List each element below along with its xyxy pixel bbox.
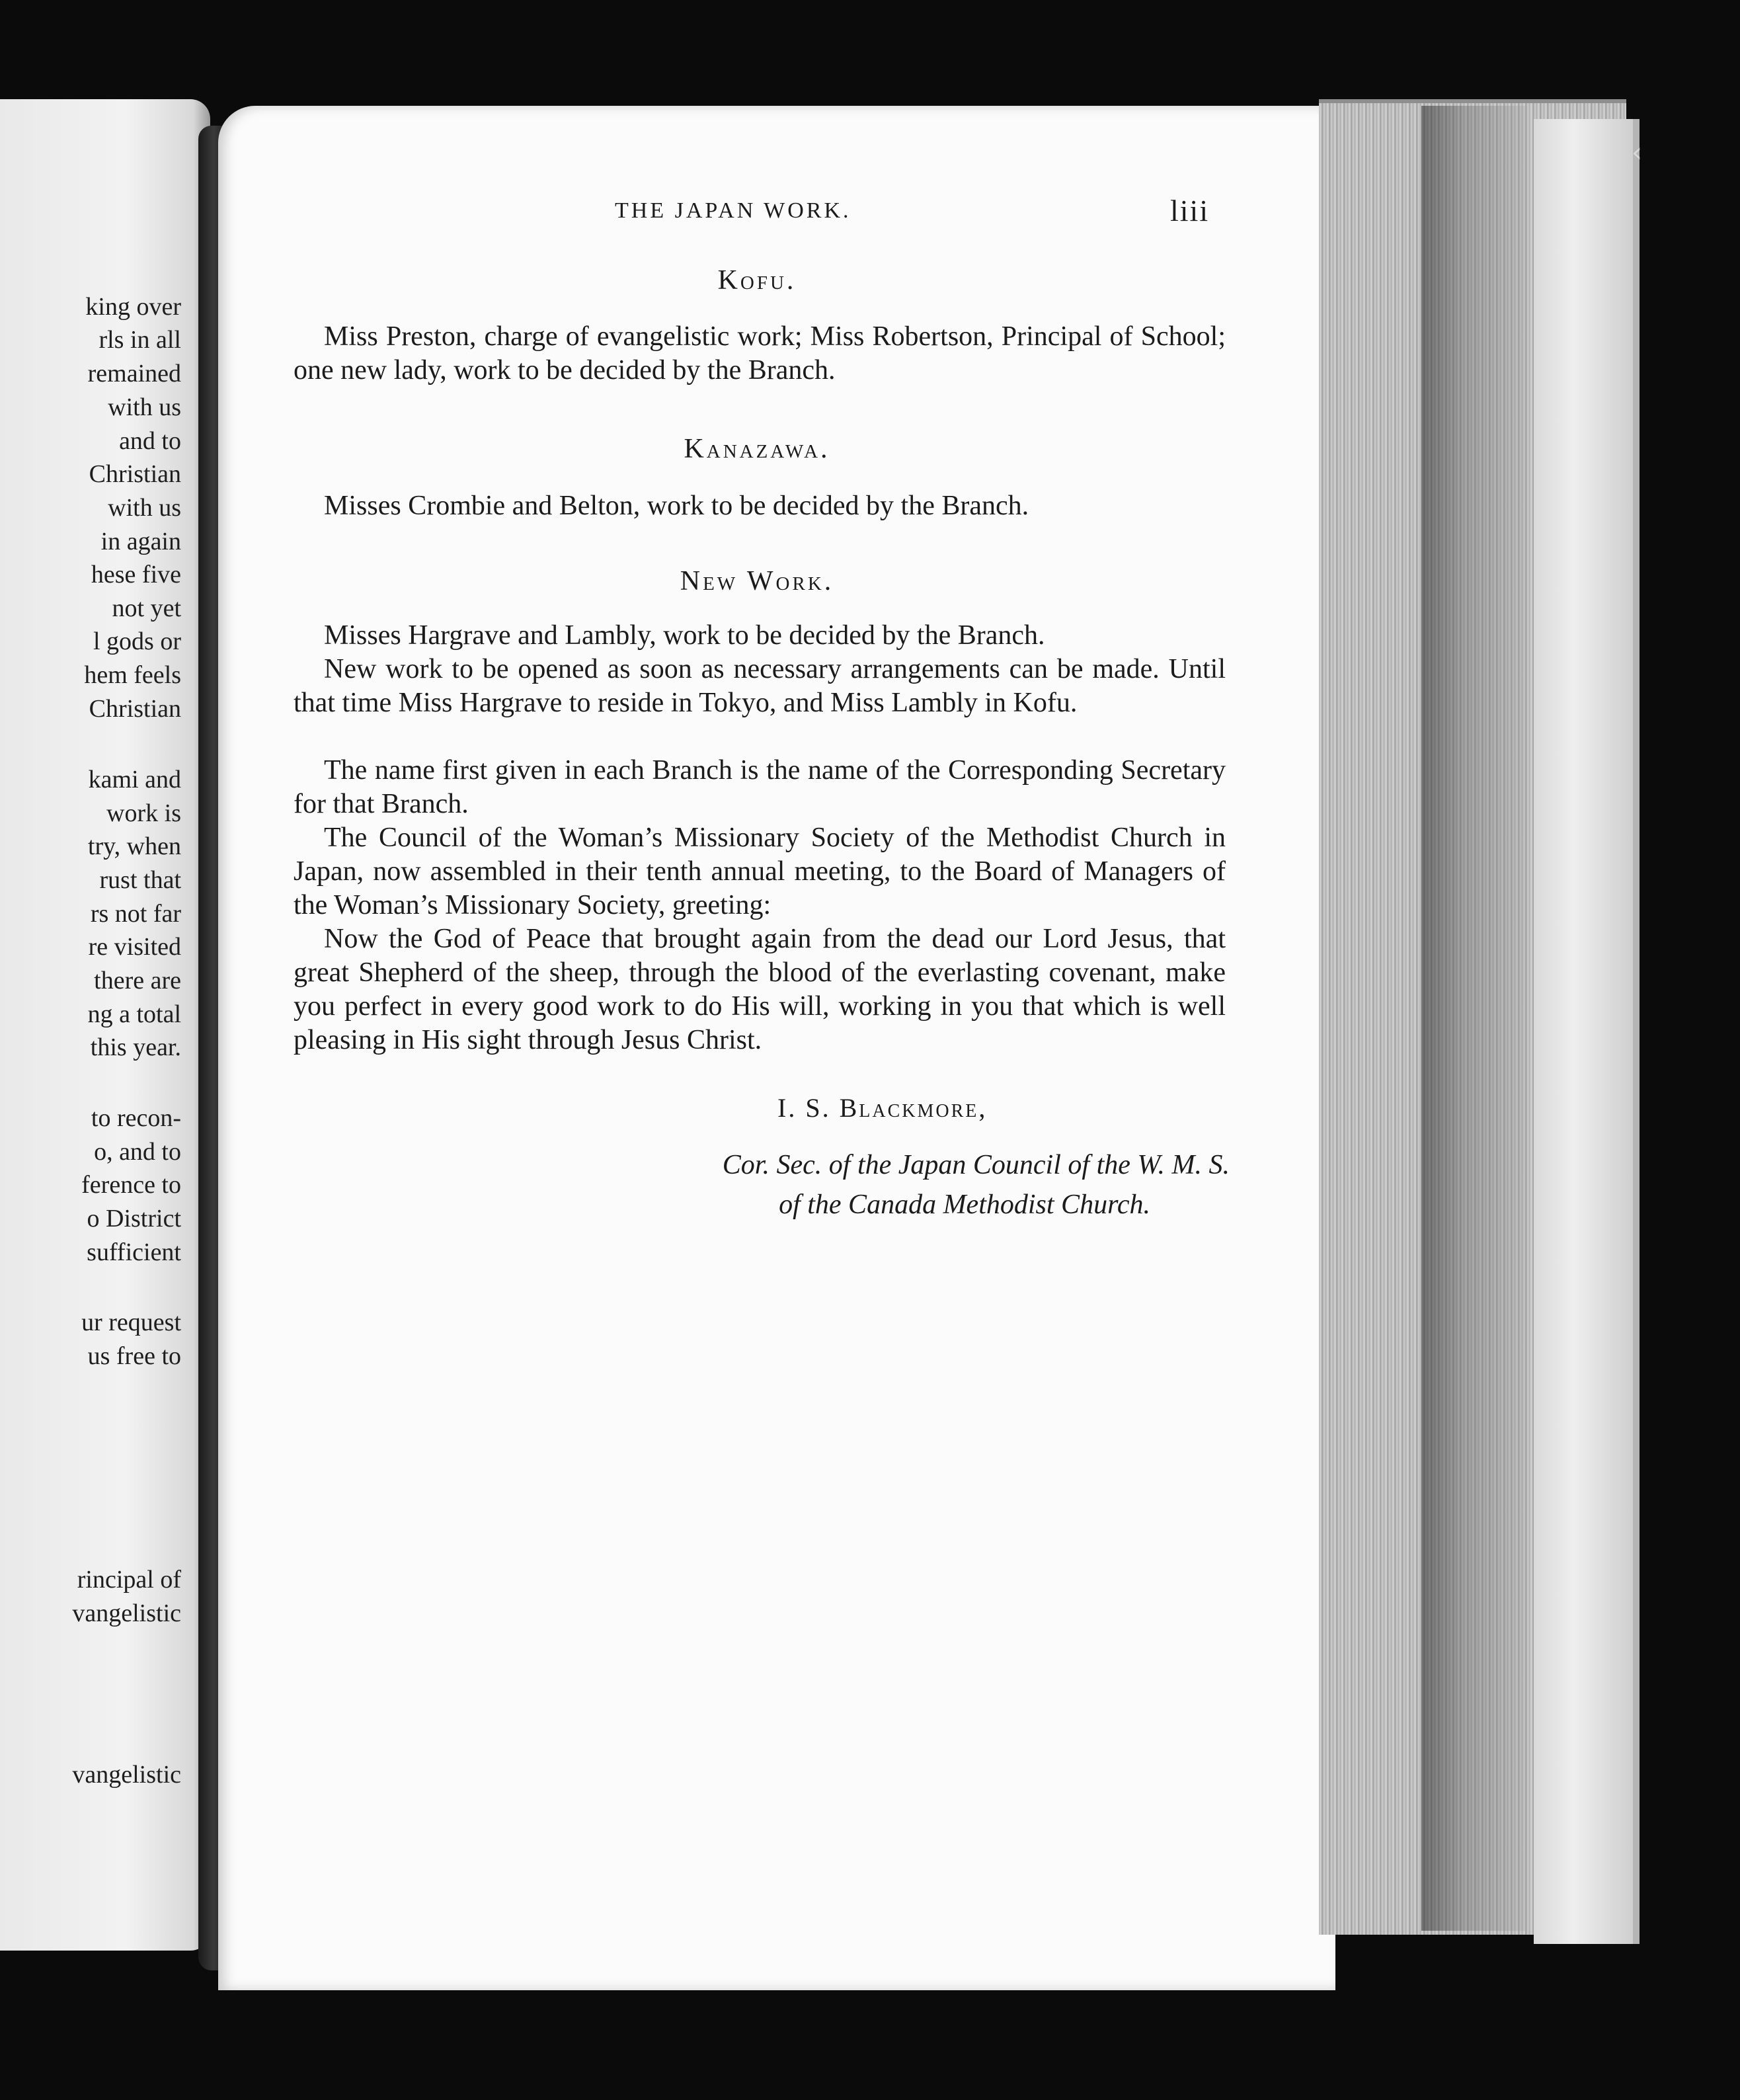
left-page-line: there are xyxy=(94,967,181,994)
left-page-line: o District xyxy=(87,1205,181,1232)
left-page-line: hese five xyxy=(91,561,181,588)
left-page-line: work is xyxy=(106,799,181,827)
left-page-line: ng a total xyxy=(87,1000,181,1028)
left-page-line: vangelistic xyxy=(72,1761,181,1789)
section-heading-kanazawa: Kanazawa. xyxy=(684,434,830,464)
left-page-line: rincipal of xyxy=(77,1566,181,1594)
page-number: liii xyxy=(1170,194,1210,227)
left-page-line: not yet xyxy=(112,594,181,622)
signature-title xyxy=(595,1145,1230,1225)
left-page-line: re visited xyxy=(88,933,181,961)
left-page-line: rust that xyxy=(99,866,181,894)
left-page-line: rls in all xyxy=(99,326,181,354)
left-page-line: Christian xyxy=(89,695,181,723)
running-head: THE JAPAN WORK. xyxy=(615,198,851,223)
left-page-line: and to xyxy=(119,427,181,455)
paragraph-council-address: The Council of the Woman’s Missionary Society of the Methodist Church in Japan, now assembled in their tenth annual meeting, to the Board of Managers of the Woman’s Missionary Society, greeting: xyxy=(294,823,1226,920)
left-page-line: with us xyxy=(108,494,181,522)
facing-page-left xyxy=(0,99,210,1951)
left-page-line: o, and to xyxy=(94,1138,181,1166)
paragraph-benediction: Now the God of Peace that brought again from the dead our Lord Jesus, that great Shepherd of the sheep, through the blood of the everlasting covenant, make you perfect in every good work to do His will, working in you that which is well pleasing in His sight through Jesus Christ. xyxy=(294,924,1226,1055)
left-page-line: kami and xyxy=(88,766,181,793)
left-page-line: king over xyxy=(85,293,181,321)
edge-mark: ‹ xyxy=(1632,138,1642,168)
left-page-line: Christian xyxy=(89,460,181,488)
paragraph-new-work-3: The name first given in each Branch is the name of the Corresponding Secretary for that Branch. xyxy=(294,755,1226,819)
paragraph-kanazawa: Misses Crombie and Belton, work to be decided by the Branch. xyxy=(324,491,1029,521)
left-page-line: vangelistic xyxy=(72,1599,181,1627)
left-page-line: us free to xyxy=(87,1342,181,1370)
left-page-line: hem feels xyxy=(84,661,181,689)
left-page-line: this year. xyxy=(90,1033,181,1061)
left-page-line: ference to xyxy=(81,1171,181,1199)
signature-title-line-1: Cor. Sec. of the Japan Council of the W. M. S. xyxy=(722,1150,1230,1180)
section-heading-kofu: Kofu. xyxy=(717,265,797,296)
paragraph-new-work-2: New work to be opened as soon as necessary arrangements can be made. Until that time Miss Hargrave to reside in Tokyo, and Miss Lambly in Kofu. xyxy=(294,654,1226,718)
left-page-line: with us xyxy=(108,393,181,421)
left-page-line: ur request xyxy=(81,1309,181,1336)
paragraph-kofu: Miss Preston, charge of evangelistic work; Miss Robertson, Principal of School; one new lady, work to be decided by the Branch. xyxy=(294,321,1226,385)
left-page-line: remained xyxy=(87,360,181,387)
left-page-line: rs not far xyxy=(90,900,181,928)
fore-edge-shadow xyxy=(1421,106,1527,1931)
left-page-line: sufficient xyxy=(87,1238,181,1266)
left-page-line: l gods or xyxy=(93,627,181,655)
book-cover-edge xyxy=(1534,119,1640,1944)
signature-title-line-2: of the Canada Methodist Church. xyxy=(779,1190,1150,1220)
section-heading-new-work: New Work. xyxy=(680,566,834,596)
signature-name: I. S. Blackmore, xyxy=(777,1093,988,1123)
left-page-line: try, when xyxy=(87,832,181,860)
paragraph-new-work-1: Misses Hargrave and Lambly, work to be decided by the Branch. xyxy=(324,620,1045,651)
left-page-line: in again xyxy=(100,528,181,555)
left-page-line: to recon- xyxy=(91,1104,181,1132)
